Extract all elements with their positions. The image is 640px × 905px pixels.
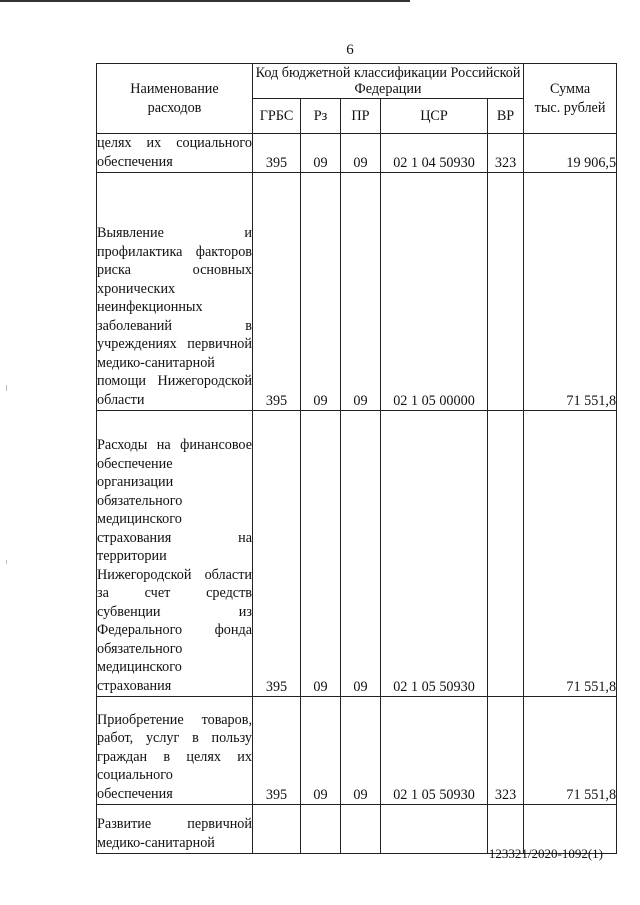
cell-csr: 02 1 05 50930 <box>381 411 488 697</box>
cell-rz: 09 <box>301 134 341 173</box>
header-pr: ПР <box>341 99 381 134</box>
cell-name: Расходы на финансовое обеспечение организации обязательного медицинского страхования на территории Нижегородской области за счет средств субвенции из Федерального фонда обязательного медицинского страхования <box>97 411 253 697</box>
cell-csr: 02 1 05 00000 <box>381 173 488 411</box>
cell-rz <box>301 805 341 854</box>
top-border-rule <box>0 0 410 2</box>
cell-csr <box>381 805 488 854</box>
header-vr: ВР <box>488 99 524 134</box>
document-code: 123321/2020-1092(1) <box>488 846 603 861</box>
cell-sum: 71 551,8 <box>524 697 617 805</box>
header-sum-line2: тыс. рублей <box>534 99 606 116</box>
cell-grbs: 395 <box>253 134 301 173</box>
cell-vr: 323 <box>488 697 524 805</box>
header-csr: ЦСР <box>381 99 488 134</box>
cell-pr <box>341 805 381 854</box>
cell-rz: 09 <box>301 173 341 411</box>
page-number: 6 <box>346 42 354 58</box>
header-sum-line1: Сумма <box>549 81 591 97</box>
table-header <box>97 64 617 134</box>
cell-pr: 09 <box>341 173 381 411</box>
cell-name: Приобретение товаров, работ, услуг в пользу граждан в целях их социального обеспечения <box>97 697 253 805</box>
cell-sum: 71 551,8 <box>524 173 617 411</box>
cell-grbs <box>253 805 301 854</box>
table-row <box>97 697 617 805</box>
cell-name: Выявление и профилактика факторов риска основных хронических неинфекционных заболеваний в учреждениях первичной медико-санитарной помощи Нижегородской области <box>97 173 253 411</box>
cell-name: целях их социального обеспечения <box>97 134 253 173</box>
cell-vr: 323 <box>488 134 524 173</box>
table-row <box>97 411 617 697</box>
table-row <box>97 134 617 173</box>
cell-rz: 09 <box>301 411 341 697</box>
cell-grbs: 395 <box>253 411 301 697</box>
cell-pr: 09 <box>341 697 381 805</box>
cell-name: Развитие первичной медико-санитарной <box>97 805 253 854</box>
header-code-group: Код бюджетной классификации Российской Федерации <box>253 64 524 99</box>
cell-csr: 02 1 05 50930 <box>381 697 488 805</box>
scan-artifact <box>6 385 7 391</box>
header-rz: Рз <box>301 99 341 134</box>
cell-pr: 09 <box>341 134 381 173</box>
scan-artifact <box>6 560 7 564</box>
cell-sum: 19 906,5 <box>524 134 617 173</box>
cell-grbs: 395 <box>253 697 301 805</box>
cell-rz: 09 <box>301 697 341 805</box>
cell-csr: 02 1 04 50930 <box>381 134 488 173</box>
cell-vr <box>488 411 524 697</box>
header-sum <box>524 64 617 134</box>
header-name: Наименование расходов <box>97 64 253 134</box>
cell-vr <box>488 173 524 411</box>
cell-grbs: 395 <box>253 173 301 411</box>
cell-sum: 71 551,8 <box>524 411 617 697</box>
header-grbs: ГРБС <box>253 99 301 134</box>
cell-pr: 09 <box>341 411 381 697</box>
table-row <box>97 173 617 411</box>
budget-table <box>96 63 617 854</box>
